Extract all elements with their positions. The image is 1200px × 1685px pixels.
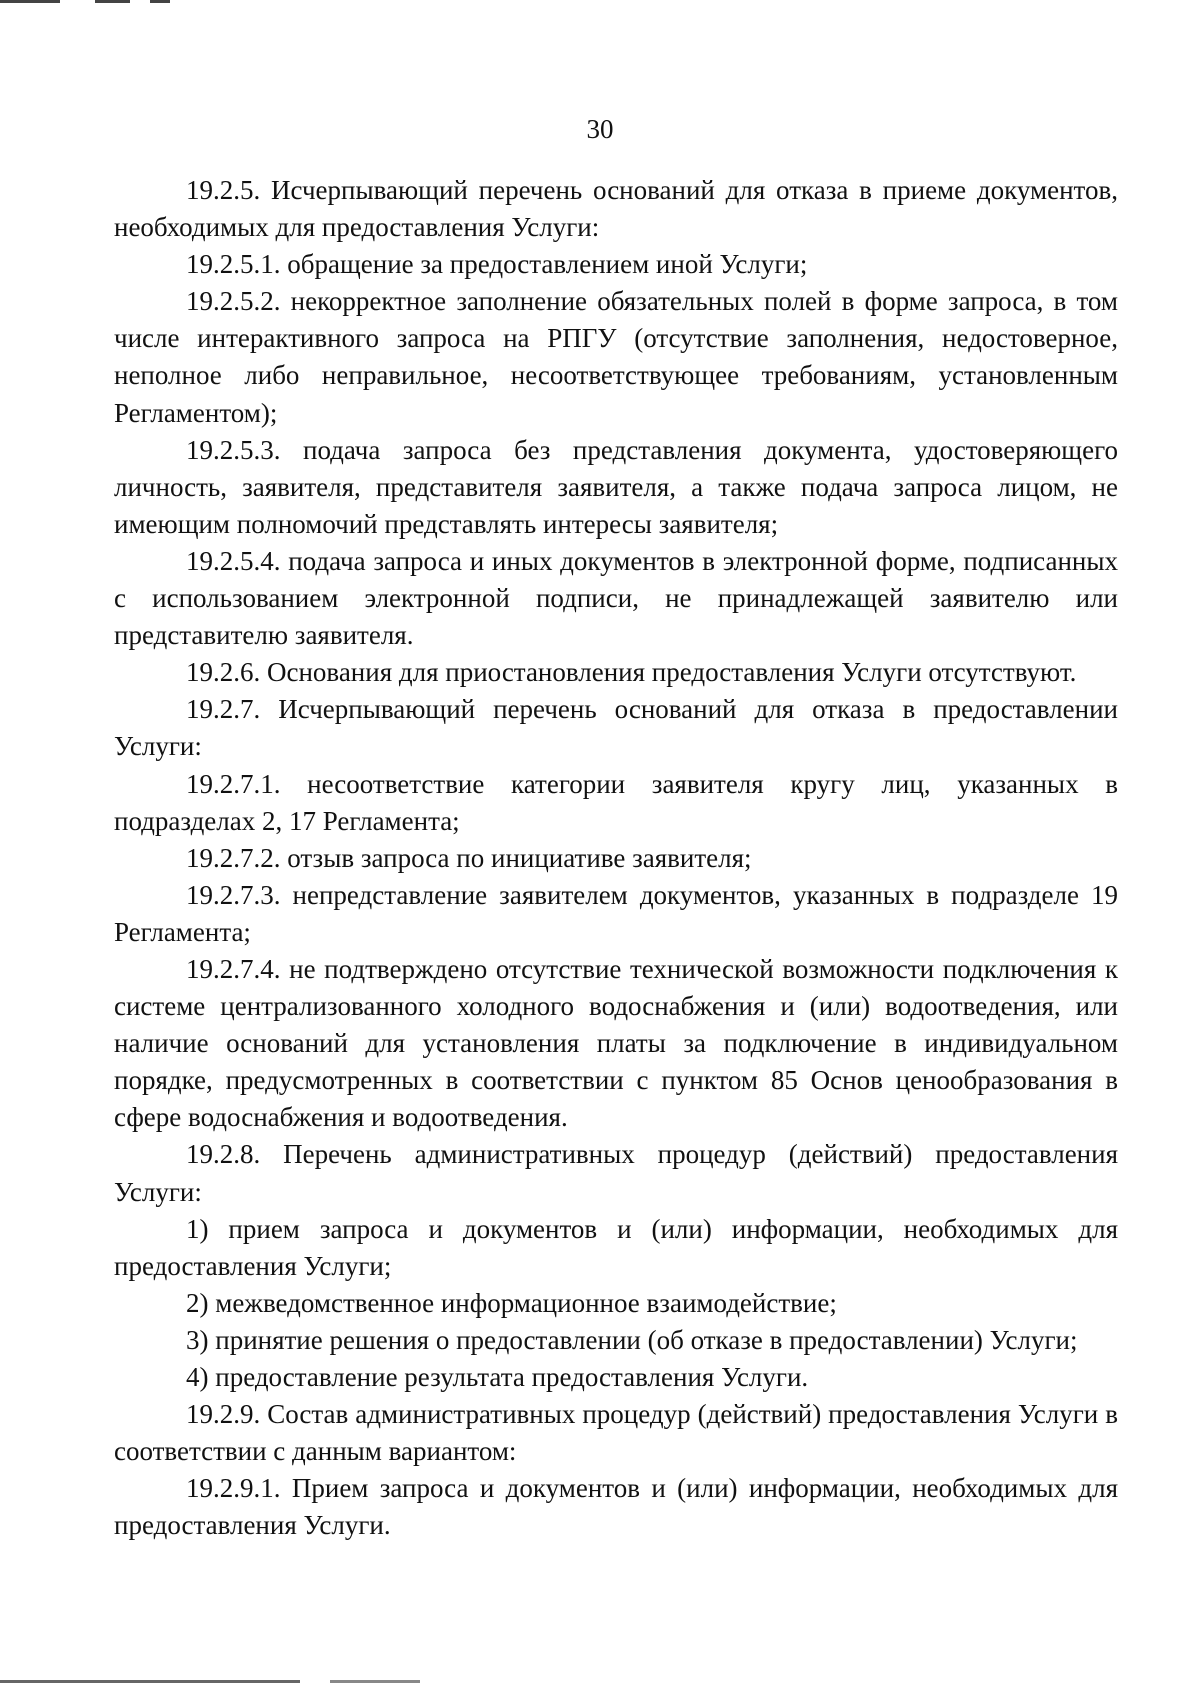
paragraph-19-2-7-2: 19.2.7.2. отзыв запроса по инициативе заявителя; (186, 842, 752, 873)
paragraph-19-2-5-4: 19.2.5.4. подача запроса и иных документов в электронной форме, подписанных с использованием электронной подписи, не принадлежащей заявителю или представителю заявителя. (114, 545, 1118, 651)
scan-edge-bottom (0, 1680, 1200, 1683)
paragraph-19-2-7: 19.2.7. Исчерпывающий перечень оснований для отказа в предоставлении Услуги: (114, 694, 1118, 762)
page-number: 30 (586, 114, 614, 144)
paragraph-19-2-7-4: 19.2.7.4. не подтверждено отсутствие технической возможности подключения к системе централизованного холодного водоснабжения и (или) водоотведения, или наличие оснований для установления платы за подключение в индивидуальном порядке, предусмотренных в соответствии с пунктом 85 Основ ценообразования в сфере водоснабжения и водоотведения. (114, 953, 1118, 1133)
scan-edge-top (0, 0, 1200, 3)
list-item-1: 1) прием запроса и документов и (или) информации, необходимых для предоставления Услуги; (114, 1213, 1118, 1281)
paragraph-19-2-5-1: 19.2.5.1. обращение за предоставлением иной Услуги; (186, 249, 808, 280)
paragraph-19-2-5-2: 19.2.5.2. некорректное заполнение обязательных полей в форме запроса, в том числе интерактивного запроса на РПГУ (отсутствие заполнения, недостоверное, неполное либо неправильное, несоответствующее требованиям, установленным Регламентом); (114, 286, 1118, 428)
list-item-2: 2) межведомственное информационное взаимодействие; (186, 1287, 837, 1318)
paragraph-19-2-8: 19.2.8. Перечень административных процедур (действий) предоставления Услуги: (114, 1139, 1118, 1207)
document-body (114, 172, 1118, 1544)
paragraph-19-2-5: 19.2.5. Исчерпывающий перечень оснований для отказа в приеме документов, необходимых для предоставления Услуги: (114, 175, 1118, 243)
paragraph-19-2-9: 19.2.9. Состав административных процедур (действий) предоставления Услуги в соответствии с данным вариантом: (114, 1399, 1118, 1467)
paragraph-19-2-9-1: 19.2.9.1. Прием запроса и документов и (или) информации, необходимых для предоставления Услуги. (114, 1473, 1118, 1541)
paragraph-19-2-7-1: 19.2.7.1. несоответствие категории заявителя кругу лиц, указанных в подразделах 2, 17 Регламента; (114, 768, 1118, 836)
list-item-4: 4) предоставление результата предоставления Услуги. (186, 1362, 809, 1392)
paragraph-19-2-7-3: 19.2.7.3. непредставление заявителем документов, указанных в подразделе 19 Регламента; (114, 879, 1118, 947)
list-item-3: 3) принятие решения о предоставлении (об отказе в предоставлении) Услуги; (186, 1324, 1078, 1355)
paragraph-19-2-6: 19.2.6. Основания для приостановления предоставления Услуги отсутствуют. (186, 657, 1077, 688)
paragraph-19-2-5-3: 19.2.5.3. подача запроса без представления документа, удостоверяющего личность, заявителя, представителя заявителя, а также подача запроса лицом, не имеющим полномочий представлять интересы заявителя; (114, 434, 1118, 539)
